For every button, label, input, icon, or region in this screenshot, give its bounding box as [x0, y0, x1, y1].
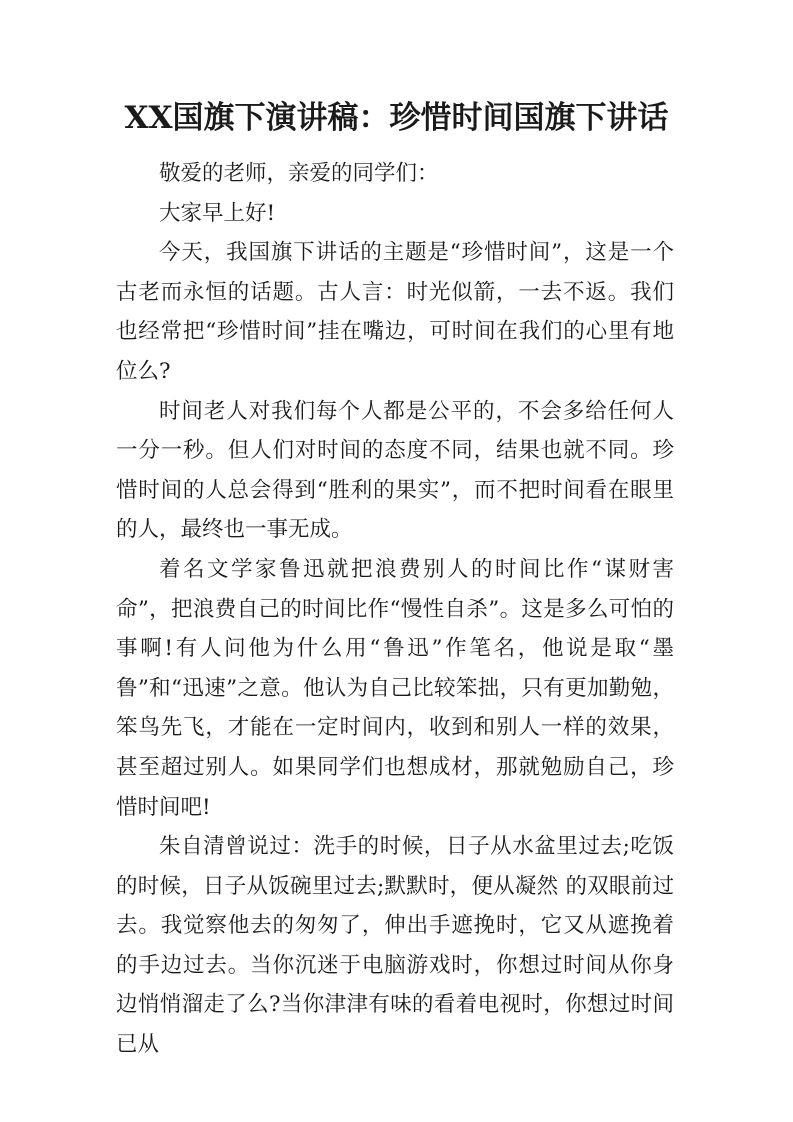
document-body [116, 154, 674, 1065]
document-title: XX国旗下演讲稿：珍惜时间国旗下讲话 [124, 100, 669, 136]
body-paragraph: 朱自清曾说过：洗手的时候，日子从水盆里过去;吃饭的时候，日子从饭碗里过去;默默时，便从凝然 的双眼前过去。我觉察他去的匆匆了，伸出手遮挽时，它又从遮挽着的手边过去。当你沉迷于电脑游戏时，你想过时间从你身边悄悄溜走了么?当你津津有味的看着电视时，你想过时间已从 [116, 834, 674, 1058]
salutation-paragraph: 大家早上好! [159, 200, 276, 226]
body-paragraph: 今天，我国旗下讲话的主题是“珍惜时间”，这是一个古老而永恒的话题。古人言：时光似箭，一去不返。我们也经常把“珍惜时间”挂在嘴边，可时间在我们的心里有地位么? [116, 240, 674, 384]
body-paragraph: 时间老人对我们每个人都是公平的，不会多给任何人一分一秒。但人们对时间的态度不同，结果也就不同。珍惜时间的人总会得到“胜利的果实”，而不把时间看在眼里的人，最终也一事无成。 [116, 398, 674, 543]
greeting-paragraph: 敬爱的老师，亲爱的同学们： [159, 161, 439, 186]
body-paragraph: 着名文学家鲁迅就把浪费别人的时间比作“谋财害命”，把浪费自己的时间比作“慢性自杀”。这是多么可怕的事啊!有人问他为什么用“鲁迅”作笔名，他说是取“墨鲁”和“迅速”之意。他认为自己比较笨拙，只有更加勤勉，笨鸟先飞，才能在一定时间内，收到和别人一样的效果，甚至超过别人。如果同学们也想成材，那就勉励自己，珍惜时间吧! [116, 556, 674, 820]
